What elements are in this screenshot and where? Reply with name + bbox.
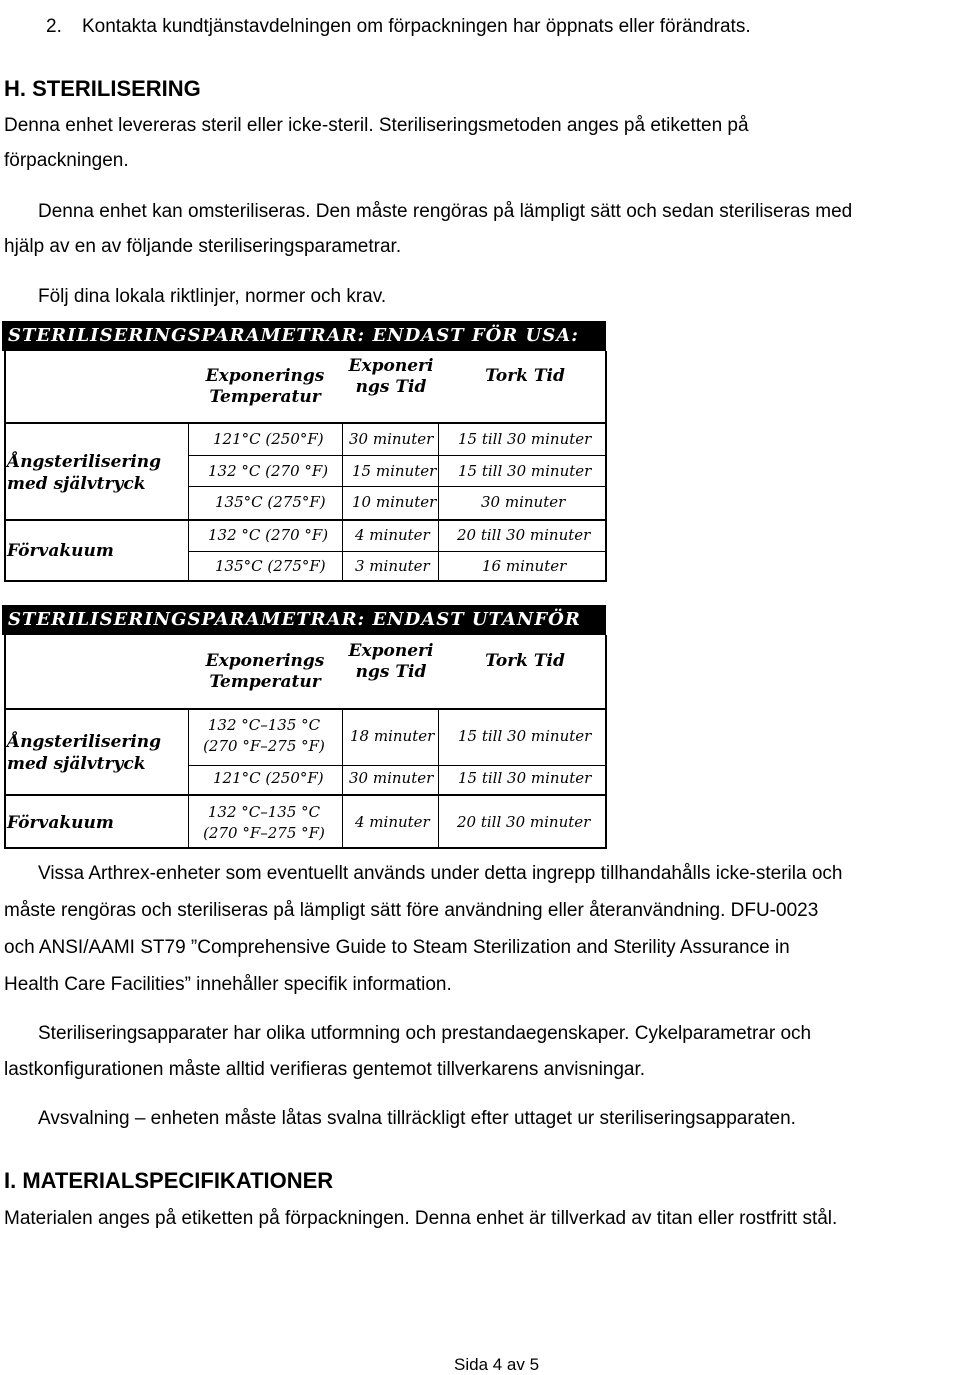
table-cell: 30 minuter: [481, 493, 566, 511]
table-cell: 121°C (250°F): [213, 430, 324, 448]
table-cell: 18 minuter: [350, 727, 435, 745]
list-item-text: Kontakta kundtjänstavdelningen om förpackningen har öppnats eller förändrats.: [82, 16, 751, 37]
paragraph-line: Steriliseringsapparater har olika utformning och prestandaegenskaper. Cykelparametrar och: [38, 1023, 812, 1044]
paragraph-line: lastkonfigurationen måste alltid verifieras gentemot tillverkarens anvisningar.: [4, 1059, 646, 1080]
table-cell: 132 °C (270 °F): [208, 462, 329, 480]
column-header-temperature: Exponerings Temperatur: [205, 366, 325, 407]
column-header-exposure-time: Exponeri ngs Tid: [348, 641, 434, 682]
table-usa-title: STERILISERINGSPARAMETRAR: ENDAST FÖR USA:: [2, 321, 606, 351]
column-header-dry-time: Tork Tid: [485, 366, 565, 386]
table-cell: 135°C (275°F): [215, 493, 326, 511]
paragraph-line: Vissa Arthrex-enheter som eventuellt används under detta ingrepp tillhandahålls icke-sterila och: [38, 863, 843, 884]
column-header-temperature: Exponerings Temperatur: [205, 651, 325, 692]
table-cell: 16 minuter: [482, 557, 567, 575]
list-item-number: 2.: [46, 16, 62, 37]
table-cell: 20 till 30 minuter: [457, 526, 591, 544]
table-intl-title: STERILISERINGSPARAMETRAR: ENDAST UTANFÖR USA:: [2, 605, 606, 635]
table-cell: 121°C (250°F): [213, 769, 324, 787]
table-cell: 15 till 30 minuter: [458, 727, 592, 745]
section-heading-sterilisering: H. STERILISERING: [4, 76, 201, 101]
table-cell: 15 till 30 minuter: [458, 769, 592, 787]
row-label-prevacuum: Förvakuum: [7, 541, 114, 561]
paragraph-line: Denna enhet kan omsteriliseras. Den måste rengöras på lämpligt sätt och sedan steriliseras med: [38, 201, 853, 222]
table-cell: 10 minuter: [352, 493, 437, 511]
table-cell: 15 till 30 minuter: [458, 430, 592, 448]
section-heading-materials: I. MATERIALSPECIFIKATIONER: [4, 1168, 334, 1193]
paragraph-line: Följ dina lokala riktlinjer, normer och krav.: [38, 286, 387, 307]
table-cell: 132 °C (270 °F): [208, 526, 329, 544]
row-label-steam: Ångsterilisering med självtryck: [7, 452, 162, 494]
table-cell: 15 till 30 minuter: [458, 462, 592, 480]
table-cell: 3 minuter: [355, 557, 430, 575]
paragraph-line: hjälp av en av följande steriliseringsparametrar.: [4, 236, 402, 257]
table-cell: 30 minuter: [349, 769, 434, 787]
paragraph-line: måste rengöras och steriliseras på lämpligt sätt före användning eller återanvändning. DFU-0023: [4, 900, 819, 921]
page-number: Sida 4 av 5: [454, 1355, 540, 1374]
table-cell: 15 minuter: [352, 462, 437, 480]
table-cell: 20 till 30 minuter: [457, 813, 591, 831]
row-label-prevacuum: Förvakuum: [7, 813, 114, 833]
column-header-exposure-time: Exponeri ngs Tid: [348, 356, 434, 397]
paragraph-line: förpackningen.: [4, 150, 129, 171]
paragraph-line: och ANSI/AAMI ST79 ”Comprehensive Guide to Steam Sterilization and Sterility Assurance in: [4, 937, 790, 958]
table-cell: 132 °C–135 °C (270 °F–275 °F): [203, 803, 325, 842]
table-cell: 4 minuter: [355, 813, 430, 831]
table-cell: 30 minuter: [349, 430, 434, 448]
paragraph-line: Denna enhet levereras steril eller icke-steril. Steriliseringsmetoden anges på etiketten på: [4, 115, 749, 136]
paragraph-line: Materialen anges på etiketten på förpackningen. Denna enhet är tillverkad av titan eller rostfritt stål.: [4, 1208, 838, 1229]
table-cell: 135°C (275°F): [215, 557, 326, 575]
table-cell: 132 °C–135 °C (270 °F–275 °F): [203, 716, 325, 755]
row-label-steam: Ångsterilisering med självtryck: [7, 732, 162, 774]
table-cell: 4 minuter: [355, 526, 430, 544]
column-header-dry-time: Tork Tid: [485, 651, 565, 671]
paragraph-line: Health Care Facilities” innehåller specifik information.: [4, 974, 452, 995]
paragraph-line: Avsvalning – enheten måste låtas svalna tillräckligt efter uttaget ur steriliseringsapparaten.: [38, 1108, 796, 1129]
